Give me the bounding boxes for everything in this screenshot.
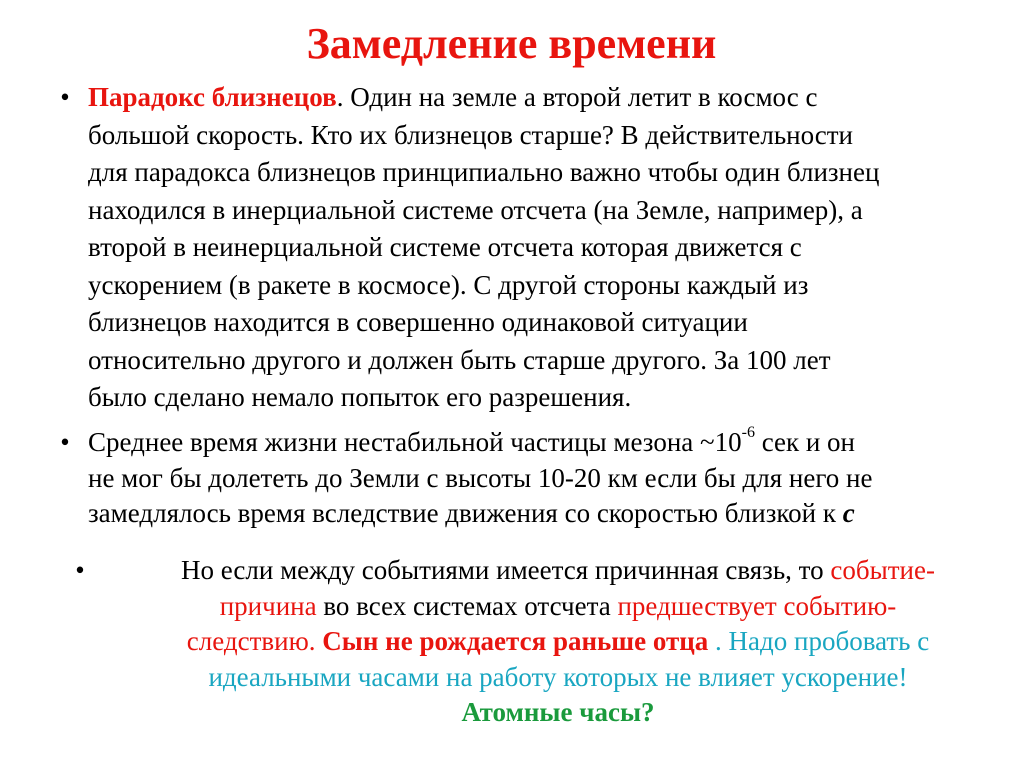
text-fragment: Но если между событиями имеется причинная связь, то: [181, 555, 831, 585]
text-line: было сделано немало попыток его разрешения.: [88, 382, 632, 412]
text-line: [108, 589, 1008, 625]
highlight-term: причина: [219, 590, 317, 621]
speed-of-light-symbol: с: [842, 498, 855, 528]
text-fragment: . Один на земле а второй летит в космос с: [336, 82, 818, 112]
text-fragment: сек и он: [754, 427, 856, 457]
bullet-text: [88, 79, 1013, 417]
text-line: Атомные часы?: [461, 697, 655, 727]
bullet-dot: •: [75, 555, 85, 585]
bullet-text: [88, 425, 1013, 532]
highlight-term: Парадокс близнецов: [88, 82, 337, 112]
slide-title: Замедление времени: [306, 19, 717, 68]
text-line: находился в инерциальной системе отсчета (на Земле, например), а: [88, 194, 863, 225]
text-line: [88, 496, 1013, 532]
bullet-dot: •: [60, 427, 70, 457]
text-line: относительно другого и должен быть старше другого. За 100 лет: [88, 344, 831, 375]
text-fragment: во всех системах отсчета: [316, 590, 618, 621]
text-line: второй в неинерциальной системе отсчета которая движется с: [88, 232, 802, 262]
text-fragment: замедлялось время вследствие движения со скоростью близкой к: [88, 498, 843, 528]
text-fragment: . Надо пробовать с: [708, 626, 930, 656]
text-line: близнецов находится в совершенно одинаковой ситуации: [88, 307, 748, 337]
text-line: для парадокса близнецов принципиально важно чтобы один близнец: [88, 157, 880, 187]
highlight-term: Сын не рождается раньше отца: [322, 626, 709, 656]
bullet-dot: •: [60, 82, 70, 112]
text-line: [108, 624, 1008, 660]
highlight-term: предшествует событию-: [617, 590, 897, 621]
text-line: ускорением (в ракете в космосе). С другой стороны каждый из: [88, 269, 809, 300]
text-line: [88, 425, 1013, 461]
text-line: [88, 79, 1013, 117]
text-fragment: Среднее время жизни нестабильной частицы мезона ~10: [88, 427, 742, 457]
exponent: -6: [741, 424, 755, 441]
highlight-term: следствию.: [186, 626, 323, 656]
text-line: не мог бы долететь до Земли с высоты 10-20 км если бы для него не: [88, 462, 873, 493]
bullet-text: [108, 553, 1008, 731]
text-line: [108, 553, 1008, 589]
text-line: большой скорость. Кто их близнецов старше? В действительности: [88, 119, 854, 150]
text-line: идеальными часами на работу которых не влияет ускорение!: [208, 661, 908, 692]
highlight-term: событие-: [830, 555, 935, 585]
